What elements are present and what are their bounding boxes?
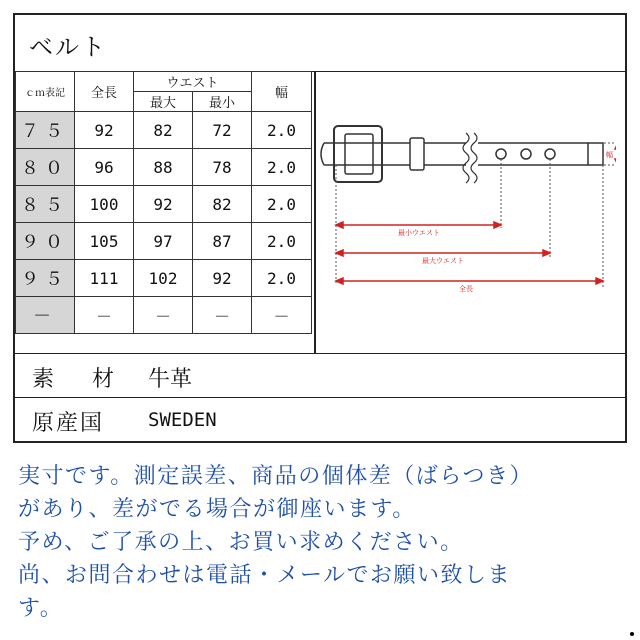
table-row [16,223,312,260]
cell-max: － [134,297,193,334]
cell-width: 2.0 [252,223,312,260]
belt-hole-icon [545,149,555,159]
cell-total: － [75,297,134,334]
cell-cm: － [16,297,75,334]
cell-cm: ７５ [16,112,75,149]
material-row [15,353,625,398]
header-max: 最大 [134,92,193,112]
break-mark-icon [463,133,469,183]
page-title: ベルト [29,33,107,61]
spec-frame [13,13,627,443]
cell-cm: ９５ [16,260,75,297]
cell-width: 2.0 [252,149,312,186]
min-waist-label: 最小ウエスト [398,229,440,237]
title-row [15,15,625,72]
cell-total: 111 [75,260,134,297]
origin-value: SWEDEN [148,409,217,431]
cell-min: 82 [193,186,252,223]
cell-cm: ８０ [16,149,75,186]
width-label: 幅 [606,151,613,159]
belt-diagram [316,115,616,295]
cell-total: 105 [75,223,134,260]
note-line: 尚、お問合わせは電話・メールでお願い致しま [18,563,512,588]
belt-loop-icon [410,138,424,170]
strap-left-icon [321,143,466,165]
cell-width: － [252,297,312,334]
cell-width: 2.0 [252,186,312,223]
cell-min: 78 [193,149,252,186]
cell-cm: ９０ [16,223,75,260]
belt-hole-icon [496,149,506,159]
origin-label: 原産国 [32,411,105,436]
cell-min: － [193,297,252,334]
max-waist-label: 最大ウエスト [422,257,464,265]
table-row [16,149,312,186]
origin-row [15,398,625,443]
cell-total: 92 [75,112,134,149]
buckle-inner-icon [345,134,373,174]
cell-max: 102 [134,260,193,297]
table-row [16,186,312,223]
cell-min: 72 [193,112,252,149]
size-table [15,71,312,334]
cell-total: 96 [75,149,134,186]
table-row [16,112,312,149]
note-line: 実寸です。測定誤差、商品の個体差（ばらつき） [18,464,534,489]
note-line: 予め、ご了承の上、お買い求めください。 [18,530,464,555]
header-min: 最小 [193,92,252,112]
table-row [16,260,312,297]
cell-max: 97 [134,223,193,260]
disclaimer-note [18,460,626,625]
note-line: があり、差がでる場合が御座います。 [18,497,416,522]
cell-width: 2.0 [252,112,312,149]
belt-hole-icon [521,149,531,159]
header-width: 幅 [252,72,312,112]
header-total: 全長 [75,72,134,112]
material-value: 牛革 [148,367,193,392]
total-length-label: 全長 [459,285,473,293]
strap-right-icon [478,143,588,165]
cell-min: 92 [193,260,252,297]
header-cm: ｃｍ表記 [16,72,75,112]
material-label: 素 材 [32,367,123,392]
note-line: す。 [18,596,64,621]
header-waist: ウエスト [134,72,252,92]
cell-cm: ８５ [16,186,75,223]
cell-width: 2.0 [252,260,312,297]
cell-max: 92 [134,186,193,223]
cell-max: 82 [134,112,193,149]
cell-min: 87 [193,223,252,260]
table-row [16,297,312,334]
cell-max: 88 [134,149,193,186]
corner-dot [630,632,634,636]
strap-tip-icon [588,143,603,165]
cell-total: 100 [75,186,134,223]
